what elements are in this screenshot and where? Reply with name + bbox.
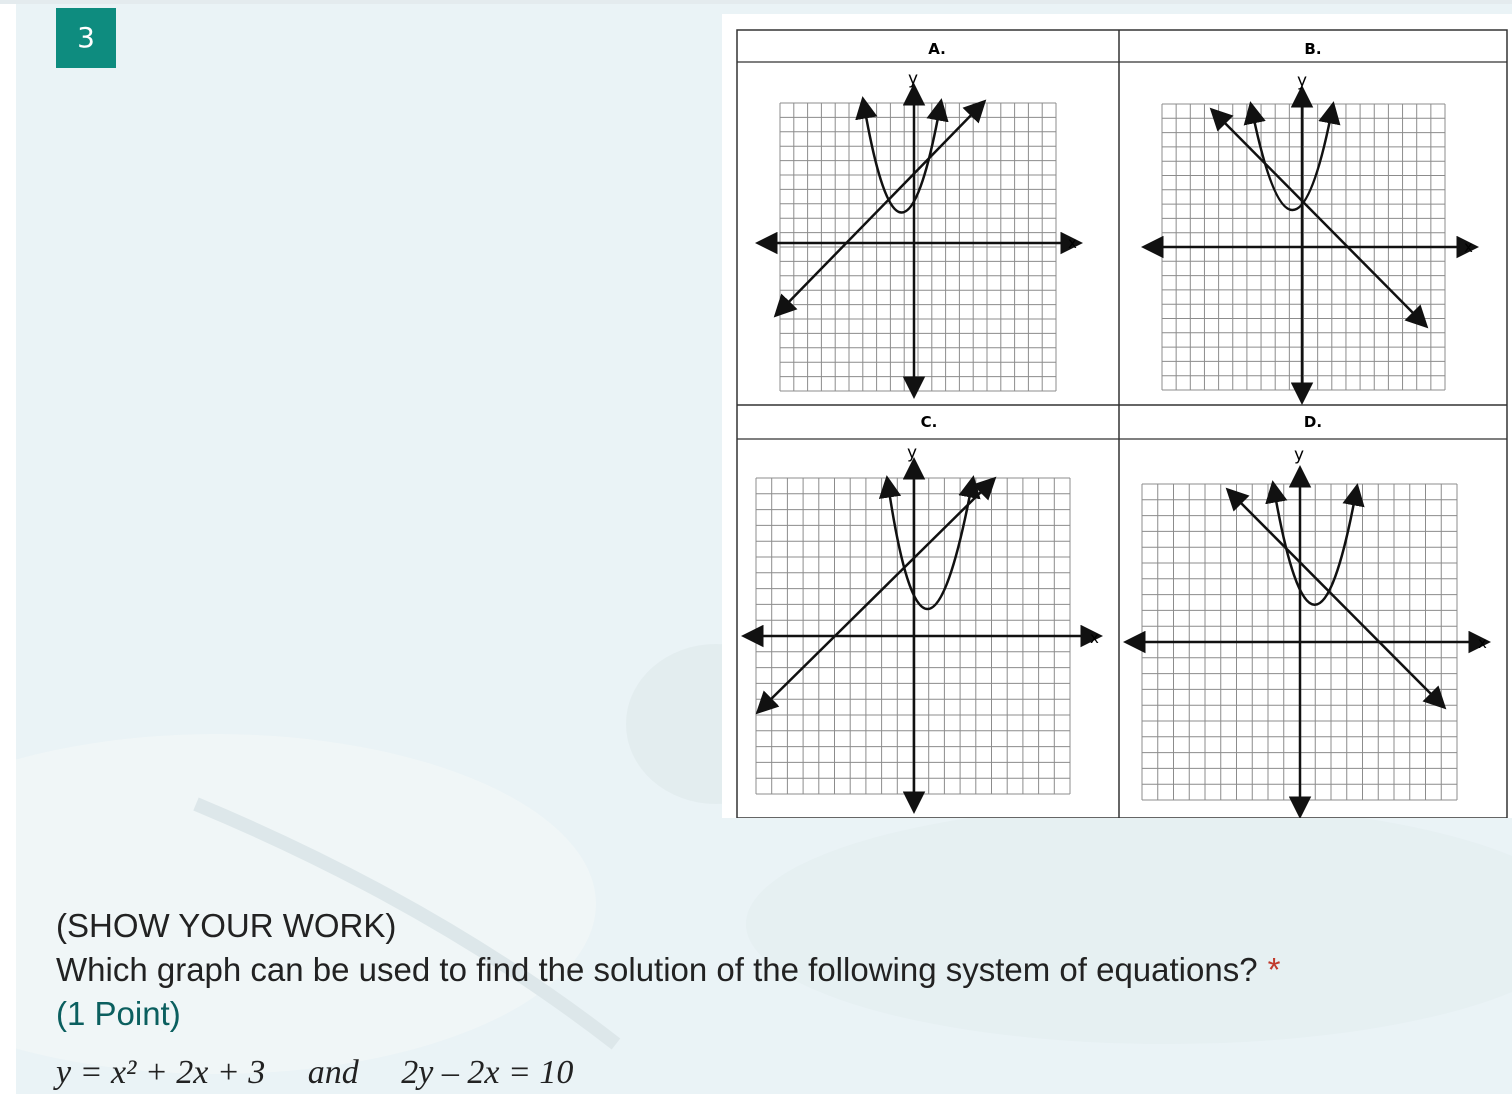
question-number-badge: 3 bbox=[56, 8, 116, 68]
option-label-a: A. bbox=[928, 40, 946, 58]
graph-c-x-label: x bbox=[1090, 629, 1099, 647]
graph-a-y-label: y bbox=[908, 69, 919, 89]
question-text bbox=[56, 904, 1280, 1036]
required-marker: * bbox=[1267, 951, 1281, 988]
graph-a-grid bbox=[780, 103, 1056, 391]
question-prompt: Which graph can be used to find the solution of the following system of equations? bbox=[56, 951, 1258, 988]
option-label-b: B. bbox=[1304, 40, 1322, 58]
graph-option-a[interactable] bbox=[764, 69, 1077, 391]
graph-option-b[interactable] bbox=[1150, 71, 1473, 396]
answer-graphs-figure bbox=[722, 14, 1512, 818]
graph-d-y-label: y bbox=[1294, 445, 1305, 465]
graph-d-x-label: x bbox=[1478, 634, 1487, 652]
graph-option-c[interactable] bbox=[750, 443, 1099, 805]
points-value: (1 Point) bbox=[56, 995, 181, 1032]
equation-second: 2y – 2x = 10 bbox=[401, 1054, 574, 1091]
option-label-c: C. bbox=[920, 413, 938, 431]
graph-b-x-label: x bbox=[1464, 238, 1473, 256]
graph-option-d[interactable] bbox=[1132, 445, 1487, 810]
system-of-equations bbox=[56, 1054, 573, 1092]
option-label-d: D. bbox=[1303, 413, 1323, 431]
show-work-instruction: (SHOW YOUR WORK) bbox=[56, 907, 397, 944]
graph-b-y-label: y bbox=[1297, 71, 1308, 91]
graph-c-y-label: y bbox=[907, 443, 918, 463]
equation-joiner: and bbox=[307, 1054, 359, 1091]
question-prompt-line bbox=[56, 948, 1280, 992]
question-card bbox=[16, 4, 1512, 1094]
graph-a-x-label: x bbox=[1068, 234, 1077, 252]
equation-first: y = x² + 2x + 3 bbox=[56, 1054, 266, 1091]
